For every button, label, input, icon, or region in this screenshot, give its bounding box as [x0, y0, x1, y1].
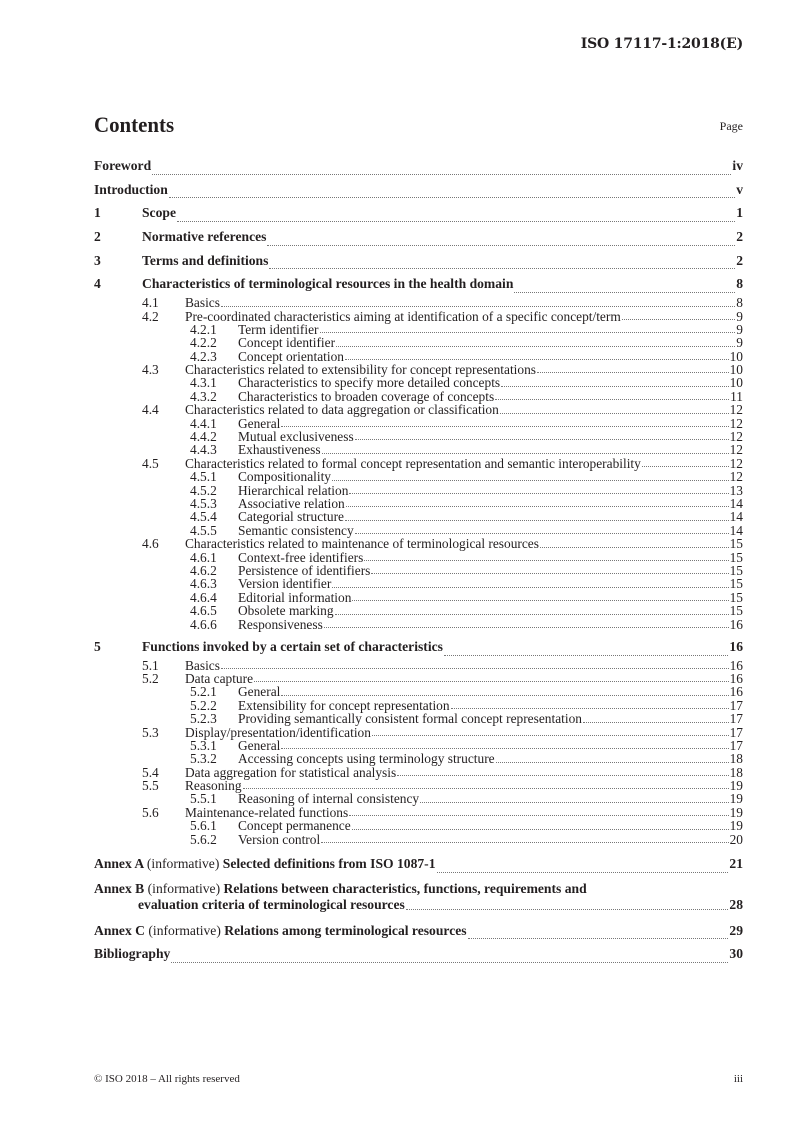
dot-leader: [468, 938, 729, 939]
toc-entry[interactable]: [94, 323, 743, 336]
toc-entry[interactable]: [94, 296, 743, 309]
toc-entry-page: 18: [729, 764, 743, 780]
toc-entry-title: Basics: [185, 295, 220, 311]
toc-entry-title: Normative references: [142, 229, 267, 245]
toc-entry-page: 29: [729, 922, 743, 938]
toc-entry[interactable]: [94, 154, 743, 178]
toc-entry-page: 12: [729, 415, 743, 431]
toc-entry-page: 30: [729, 946, 743, 962]
dot-leader: [355, 533, 729, 534]
toc-entry-page: 10: [729, 348, 743, 364]
toc-entry-page: 1: [736, 205, 743, 221]
dot-leader: [320, 332, 736, 333]
page-column-label: Page: [719, 119, 743, 133]
dot-leader: [243, 788, 729, 789]
toc-entry-title: General: [238, 737, 281, 753]
toc-entry-title: Data capture: [185, 670, 254, 686]
dot-leader: [397, 775, 728, 776]
dot-leader: [372, 735, 729, 736]
toc-entry-number: 1: [94, 205, 101, 221]
toc-entry[interactable]: [94, 470, 743, 483]
toc-entry-title: Characteristics to broaden coverage of concepts: [238, 388, 495, 404]
dot-leader: [500, 413, 729, 414]
toc-entry[interactable]: [94, 792, 743, 805]
toc-entry[interactable]: [94, 779, 743, 792]
toc-entry-title: Concept permanence: [238, 818, 351, 834]
toc-entry[interactable]: [94, 497, 743, 510]
contents-title: Contents: [94, 112, 175, 137]
toc-entry-title: Selected definitions from ISO 1087-1: [222, 856, 436, 872]
dot-leader: [349, 815, 728, 816]
toc-entry-title: Maintenance-related functions: [185, 804, 349, 820]
toc-entry-number: 4.2.1: [190, 321, 217, 337]
dot-leader: [267, 245, 735, 246]
dot-leader: [332, 587, 728, 588]
dot-leader: [152, 174, 731, 175]
toc-entry-page: 2: [736, 252, 743, 268]
dot-leader: [437, 872, 729, 873]
toc-entry-page: 14: [729, 509, 743, 525]
toc-entry-page: 17: [729, 711, 743, 727]
toc-entry-number: 4.4.1: [190, 415, 217, 431]
toc-entry-number: 5.2.1: [190, 684, 217, 700]
dot-leader: [496, 762, 729, 763]
dot-leader: [537, 372, 729, 373]
toc-entry-page: 14: [729, 522, 743, 538]
toc-entry-number: 5.5: [142, 778, 159, 794]
toc-entry-number: 5.6.2: [190, 831, 217, 847]
toc-entry-page: 10: [729, 362, 743, 378]
dot-leader: [281, 695, 728, 696]
dot-leader: [177, 221, 735, 222]
toc-entry[interactable]: [94, 457, 743, 470]
toc-entry-title: Characteristics related to extensibility for concept representations: [185, 362, 537, 378]
dot-leader: [269, 268, 735, 269]
toc-entry-number: 3: [94, 252, 101, 268]
toc-entry[interactable]: [94, 659, 743, 672]
toc-entry[interactable]: [94, 443, 743, 456]
annex-type: (informative): [147, 880, 221, 896]
toc-entry-page: 15: [729, 536, 743, 552]
toc-entry-page: 15: [729, 603, 743, 619]
toc-entry-number: 4.6.6: [190, 616, 217, 632]
dot-leader: [371, 573, 728, 574]
toc-entry-annex[interactable]: [94, 881, 743, 919]
toc-entry-title: Characteristics of terminological resources in the health domain: [142, 276, 514, 292]
toc-entry[interactable]: [94, 833, 743, 846]
toc-entry[interactable]: [94, 272, 743, 296]
toc-entry-title: Concept orientation: [238, 348, 344, 364]
toc-entry-page: 12: [729, 429, 743, 445]
toc-entry-page: 9: [736, 321, 743, 337]
dot-leader: [406, 909, 729, 910]
toc-entry-number: 4.1: [142, 295, 159, 311]
toc-entry-title: Responsiveness: [238, 616, 323, 632]
toc-entry-page: 12: [729, 469, 743, 485]
toc-entry[interactable]: [94, 618, 743, 631]
toc-entry-number: 4.6.5: [190, 603, 217, 619]
dot-leader: [221, 306, 735, 307]
toc-entry-number: 4: [94, 276, 101, 292]
toc-entry[interactable]: [94, 752, 743, 765]
toc-entry-number: 5.2.3: [190, 711, 217, 727]
toc-entry[interactable]: [94, 537, 743, 550]
toc-entry-title: Version control: [238, 831, 321, 847]
dot-leader: [642, 466, 729, 467]
dot-leader: [420, 802, 729, 803]
page-number: iii: [733, 1073, 743, 1085]
toc-entry[interactable]: [94, 699, 743, 712]
toc-entry-number: 4.4.2: [190, 429, 217, 445]
toc-entry[interactable]: [94, 604, 743, 617]
toc-entry[interactable]: [94, 310, 743, 323]
toc-entry-title: Categorial structure: [238, 509, 344, 525]
dot-leader: [514, 292, 735, 293]
toc-entry-page: 15: [729, 562, 743, 578]
toc-entry-title: Display/presentation/identification: [185, 724, 371, 740]
toc-entry[interactable]: [94, 430, 743, 443]
annex-label: Annex A: [94, 856, 144, 872]
toc-entry-page: 8: [736, 295, 743, 311]
toc-entry-number: 5.4: [142, 764, 159, 780]
toc-entry-page: 12: [729, 455, 743, 471]
dot-leader: [171, 962, 728, 963]
toc-entry-page: 8: [736, 276, 743, 292]
toc-entry-title: Characteristics related to data aggregation or classification: [185, 402, 499, 418]
dot-leader: [345, 359, 729, 360]
annex-label: Annex C: [94, 922, 145, 938]
toc-entry[interactable]: [94, 564, 743, 577]
toc-entry-number: 4.5.2: [190, 482, 217, 498]
toc-entry[interactable]: [94, 249, 743, 273]
toc-entry[interactable]: [94, 225, 743, 249]
toc-entry[interactable]: [94, 524, 743, 537]
toc-entry-page: 14: [729, 495, 743, 511]
annex-type: (informative): [148, 922, 221, 938]
toc-entry-number: 4.5.5: [190, 522, 217, 538]
toc-entry-page: 19: [729, 778, 743, 794]
toc-entry[interactable]: [94, 685, 743, 698]
dot-leader: [495, 399, 729, 400]
annex-label: Annex B: [94, 880, 145, 896]
toc-entry-page: 2: [736, 229, 743, 245]
toc-entry-page: 15: [729, 576, 743, 592]
toc-entry-number: 4.5.1: [190, 469, 217, 485]
dot-leader: [501, 386, 728, 387]
toc-entry-title: Compositionality: [238, 469, 331, 485]
toc-entry-title: Bibliography: [94, 946, 171, 962]
toc-entry-title: Terms and definitions: [142, 252, 269, 268]
table-of-contents: [94, 154, 743, 966]
dot-leader: [349, 493, 728, 494]
toc-entry-title: Associative relation: [238, 495, 345, 511]
toc-entry[interactable]: [94, 510, 743, 523]
toc-entry-number: 5: [94, 638, 101, 654]
toc-entry-page: 12: [729, 402, 743, 418]
toc-entry[interactable]: [94, 390, 743, 403]
toc-entry[interactable]: [94, 726, 743, 739]
toc-entry-page: 17: [729, 697, 743, 713]
toc-entry-number: 4.3: [142, 362, 159, 378]
toc-entry-number: 5.3: [142, 724, 159, 740]
toc-entry[interactable]: [94, 806, 743, 819]
toc-entry-title: Introduction: [94, 181, 168, 197]
toc-entry-title: Reasoning of internal consistency: [238, 791, 420, 807]
toc-entry-title: Mutual exclusiveness: [238, 429, 354, 445]
dot-leader: [324, 627, 729, 628]
toc-entry-page: v: [736, 181, 743, 197]
toc-entry-title: Scope: [142, 205, 176, 221]
toc-entry[interactable]: [94, 712, 743, 725]
toc-entry-number: 5.5.1: [190, 791, 217, 807]
toc-entry-title: Data aggregation for statistical analysis: [185, 764, 397, 780]
toc-entry-annex[interactable]: [94, 852, 743, 876]
toc-entry-number: 4.5: [142, 455, 159, 471]
toc-entry-number: 5.1: [142, 657, 159, 673]
toc-entry-annex[interactable]: [94, 919, 743, 943]
toc-entry[interactable]: [94, 403, 743, 416]
toc-entry-page: 15: [729, 589, 743, 605]
toc-entry-number: 4.4.3: [190, 442, 217, 458]
toc-entry-title: Obsolete marking: [238, 603, 334, 619]
dot-leader: [336, 346, 735, 347]
toc-entry-number: 2: [94, 229, 101, 245]
toc-entry-title: Semantic consistency: [238, 522, 354, 538]
toc-entry-title: Exhaustiveness: [238, 442, 321, 458]
toc-entry-number: 4.6: [142, 536, 159, 552]
dot-leader: [281, 748, 728, 749]
toc-entry-page: 13: [729, 482, 743, 498]
toc-entry-title: Relations between characteristics, functions, requirements and: [223, 880, 587, 896]
toc-entry-page: 18: [729, 751, 743, 767]
toc-entry-page: 19: [729, 818, 743, 834]
dot-leader: [352, 829, 729, 830]
toc-entry-title: Persistence of identifiers: [238, 562, 371, 578]
toc-entry-title: Basics: [185, 657, 220, 673]
annex-type: (informative): [146, 856, 220, 872]
toc-entry[interactable]: [94, 942, 743, 966]
toc-entry[interactable]: [94, 577, 743, 590]
toc-entry-title: Accessing concepts using terminology structure: [238, 751, 495, 767]
toc-entry-page: 19: [729, 804, 743, 820]
toc-entry-number: 4.3.1: [190, 375, 217, 391]
toc-entry-page: 16: [729, 638, 743, 654]
toc-entry-page: 16: [729, 616, 743, 632]
toc-entry-page: 19: [729, 791, 743, 807]
toc-entry[interactable]: [94, 635, 743, 659]
toc-entry[interactable]: [94, 178, 743, 202]
toc-entry-title: Editorial information: [238, 589, 352, 605]
dot-leader: [583, 722, 729, 723]
dot-leader: [622, 319, 736, 320]
toc-entry-number: 5.3.2: [190, 751, 217, 767]
toc-entry-number: 4.5.3: [190, 495, 217, 511]
dot-leader: [352, 600, 728, 601]
toc-entry-title: Providing semantically consistent formal concept representation: [238, 711, 582, 727]
toc-entry-title: Reasoning: [185, 778, 242, 794]
toc-entry-title: General: [238, 415, 281, 431]
toc-entry-title: Characteristics related to formal concept representation and semantic interoperability: [185, 455, 641, 471]
dot-leader: [540, 547, 729, 548]
dot-leader: [345, 520, 729, 521]
toc-entry-page: 9: [736, 335, 743, 351]
toc-entry-number: 5.3.1: [190, 737, 217, 753]
toc-entry-title: Relations among terminological resources: [224, 922, 467, 938]
dot-leader: [321, 842, 728, 843]
toc-entry-page: 15: [729, 549, 743, 565]
toc-entry[interactable]: [94, 363, 743, 376]
toc-entry-page: 17: [729, 724, 743, 740]
toc-entry-page: 12: [729, 442, 743, 458]
toc-entry[interactable]: [94, 350, 743, 363]
toc-entry[interactable]: [94, 672, 743, 685]
toc-entry-page: 10: [729, 375, 743, 391]
toc-entry[interactable]: [94, 417, 743, 430]
toc-entry-page: 11: [730, 388, 743, 404]
toc-entry-number: 4.2.3: [190, 348, 217, 364]
toc-entry[interactable]: [94, 551, 743, 564]
toc-entry-number: 4.2.2: [190, 335, 217, 351]
toc-entry-number: 4.6.1: [190, 549, 217, 565]
toc-entry-page: 20: [729, 831, 743, 847]
toc-entry[interactable]: [94, 336, 743, 349]
toc-entry-number: 4.6.4: [190, 589, 217, 605]
toc-entry[interactable]: [94, 591, 743, 604]
toc-entry-title: Extensibility for concept representation: [238, 697, 450, 713]
dot-leader: [335, 614, 729, 615]
dot-leader: [332, 480, 729, 481]
toc-entry-title: Characteristics to specify more detailed concepts: [238, 375, 501, 391]
toc-entry-number: 4.3.2: [190, 388, 217, 404]
dot-leader: [364, 560, 728, 561]
toc-entry-title: General: [238, 684, 281, 700]
toc-entry-title-continued: evaluation criteria of terminological resources: [138, 896, 405, 912]
toc-entry-number: 5.6.1: [190, 818, 217, 834]
document-id: ISO 17117-1:2018(E): [580, 36, 743, 52]
toc-entry-title: Concept identifier: [238, 335, 336, 351]
toc-entry-title: Foreword: [94, 158, 152, 173]
toc-entry-number: 4.6.2: [190, 562, 217, 578]
dot-leader: [451, 708, 729, 709]
toc-entry[interactable]: [94, 819, 743, 832]
toc-entry-title: Term identifier: [238, 321, 319, 337]
toc-entry-number: 5.2.2: [190, 697, 217, 713]
toc-entry-page: 16: [729, 684, 743, 700]
toc-entry-title: Pre-coordinated characteristics aiming at identification of a specific concept/term: [185, 308, 621, 324]
toc-entry-number: 4.5.4: [190, 509, 217, 525]
toc-entry-number: 4.2: [142, 308, 159, 324]
toc-entry-number: 4.4: [142, 402, 159, 418]
toc-entry-page: 16: [729, 670, 743, 686]
dot-leader: [281, 426, 728, 427]
toc-entry-title: Functions invoked by a certain set of characteristics: [142, 638, 443, 654]
toc-entry-number: 4.6.3: [190, 576, 217, 592]
toc-entry-number: 5.6: [142, 804, 159, 820]
toc-entry[interactable]: [94, 484, 743, 497]
toc-entry-page: 9: [736, 308, 743, 324]
dot-leader: [444, 655, 728, 656]
dot-leader: [346, 506, 729, 507]
toc-entry-title: Characteristics related to maintenance of terminological resources: [185, 536, 539, 552]
toc-entry-title: Hierarchical relation: [238, 482, 349, 498]
toc-entry-page: 21: [729, 856, 743, 872]
toc-entry-page: 17: [729, 737, 743, 753]
toc-entry-title: Context-free identifiers: [238, 549, 364, 565]
toc-entry[interactable]: [94, 376, 743, 389]
copyright-notice: © ISO 2018 – All rights reserved: [94, 1073, 240, 1085]
toc-entry-title: Version identifier: [238, 576, 332, 592]
toc-entry[interactable]: [94, 766, 743, 779]
dot-leader: [322, 453, 729, 454]
toc-entry-page: 16: [729, 657, 743, 673]
toc-entry-page: iv: [732, 158, 743, 173]
toc-entry-number: 5.2: [142, 670, 159, 686]
toc-entry-page: 28: [729, 896, 743, 912]
dot-leader: [355, 439, 729, 440]
dot-leader: [254, 681, 729, 682]
dot-leader: [221, 668, 729, 669]
dot-leader: [169, 197, 735, 198]
toc-entry[interactable]: [94, 739, 743, 752]
toc-entry[interactable]: [94, 201, 743, 225]
